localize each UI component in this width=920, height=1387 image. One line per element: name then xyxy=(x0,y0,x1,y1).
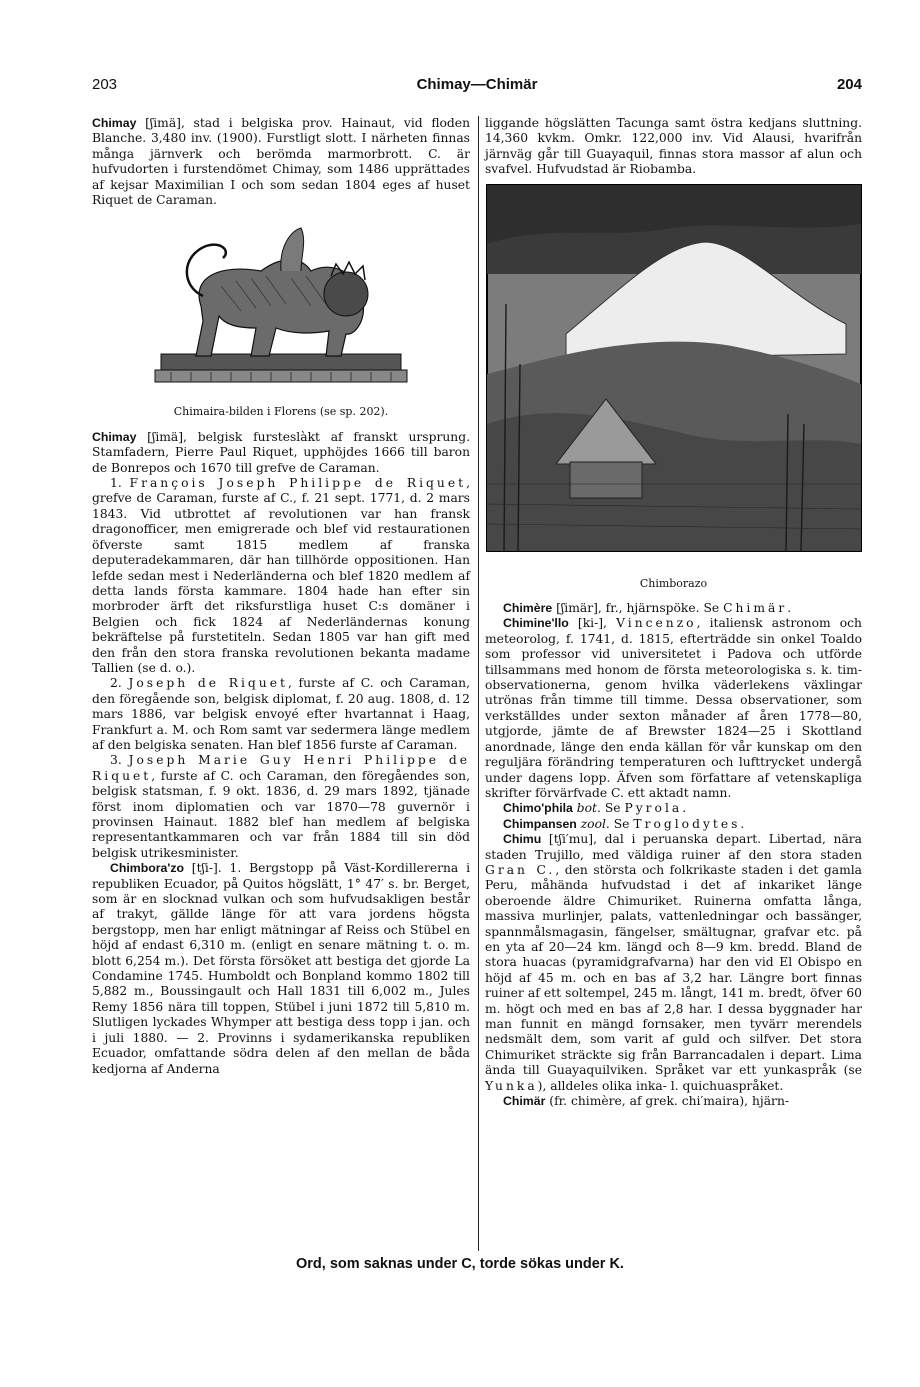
headword: Chimu xyxy=(503,832,542,847)
person-name: François Joseph Philippe de Riquet xyxy=(129,476,467,491)
item-number: 2. xyxy=(110,676,129,691)
headword: Chimère xyxy=(503,601,553,616)
subentry-1 xyxy=(92,476,470,676)
entry-body: , furste af C. och Caraman, den föregåendes son, belgisk statsman, f. 9 okt. 1836, d. 29 mars 1892, tjänade först inom diplomatien och var 1870—78 guvernör i provinsen Hainaut. 1882 blef han medlem af belgiska representantkammaren och var från 1884 till sin död belgisk utrikesminister. xyxy=(92,768,470,860)
entry-body: , furste af C. och Caraman, den föregående son, belgisk diplomat, f. 20 aug. 1808, d. 12 mars 1886, var belgisk envoyé efter hvartannat i Haag, Frankfurt a. M. och Rom samt var sedermera länge medlem af den belgiska senaten. Han blef 1856 furste af Caraman. xyxy=(92,676,470,752)
entry-chimay-town xyxy=(92,116,470,208)
entry-chimar xyxy=(485,1094,862,1109)
person-name: Vincenzo xyxy=(616,616,697,631)
column-divider xyxy=(478,116,479,1251)
entry-chimu xyxy=(485,832,862,1094)
subentry-2 xyxy=(92,676,470,753)
entry-chimpansen xyxy=(485,817,862,832)
page-footer-note: Ord, som saknas under C, torde sökas under K. xyxy=(296,1256,624,1272)
entry-body: [tʃi′mu], dal i peruanska depart. Libertad, nära staden Trujillo, med väldiga ruiner af den stora staden xyxy=(485,832,862,862)
headword: Chimay xyxy=(92,429,137,444)
abbreviation: zool. xyxy=(576,816,610,831)
item-number: 3. xyxy=(110,753,129,768)
entry-body: [ʃimä], belgisk fursteslàkt af franskt ursprung. Stamfadern, Pierre Paul Riquet, upphöjdes 1666 till baron de Bonrepos och 1670 till grefve de Caraman. xyxy=(92,429,470,475)
entry-body: . xyxy=(787,601,792,616)
headword: Chimär xyxy=(503,1094,546,1109)
chimaira-figure xyxy=(151,216,411,396)
entry-body: Se xyxy=(600,801,625,816)
person-name: Joseph Marie Guy Henri Philippe de Riquet xyxy=(92,753,470,783)
continuation-text: liggande högslätten Tacunga samt östra kedjans sluttning. 14,360 kvkm. Omkr. 122,000 inv. Vid Alausi, hvarifrån järnväg går till Guayaquil, finnas stora massor af alun och svafvel. Hufvudstad är Riobamba. xyxy=(485,116,862,177)
page-number-left: 203 xyxy=(92,76,118,93)
page-header xyxy=(92,76,862,98)
item-number: 1. xyxy=(110,476,130,491)
cross-reference[interactable]: Pyrola xyxy=(624,801,683,816)
chimaira-statue-illustration xyxy=(151,216,411,396)
entry-body: ), alldeles olika inka- l. quichuaspråket. xyxy=(537,1078,784,1093)
entry-body: Se xyxy=(609,816,634,831)
person-name: Joseph de Riquet xyxy=(128,676,288,691)
entry-body: , den största och folkrikaste staden i det gamla Peru, måhända hufvudstad i det af inkariket länge oberoende äldre Chimuriket. Ruinerna omfatta långa, massiva murlinjer, palats, vattenledningar och bassänger, spannmålsmagasin, fängelser, smältugnar, grafvar etc. på en yta af 20—24 km. längd och 8—9 km. bredd. Bland de stora huacas (pyramidgrafvarna) har den vid El Obispo en höjd af 45 m. och en bas af 3,2 har. Längre bort finnas ruiner af ett soltempel, 245 m. långt, 141 m. bredt, öfver 60 m. högt och med en bas af 2,8 har. I dessa byggnader har man funnit en mängd fornsaker, men tyvärr merendels nedsmält dem, som varit af guld och silfver. Det stora Chimuriket sträckte sig från Barrancadalen i depart. Lima ända till Guayaquilviken. Språket var ett yunkaspråk (se xyxy=(485,862,862,1078)
right-column xyxy=(485,116,862,1109)
page-number-right: 204 xyxy=(836,76,862,93)
figure-caption: Chimborazo xyxy=(639,576,708,590)
cross-reference[interactable]: Troglodytes xyxy=(633,816,741,831)
entry-body: . xyxy=(682,801,687,816)
entry-body: , italiensk astronom och meteorolog, f. 1741, d. 1815, efterträdde sin onkel Toaldo som professor vid universitetet i Padova och utförde tillsammans med honom de första meteorologiska s. k. tim-observationerna, genom hvilka väderlekens växlingar utrönas från timme till timme. Dessa observationer, som verkställdes under sexton månader af åren 1778—80, utgjorde, jämte de af Brewster 1824—25 i Skottland anordnade, länge den enda källan för vår kunskap om den reguljära förändring temperaturen och lufttrycket undergå under dagens lopp. Äfven som författare af vetenskapliga skrifter förvärfvade C. ett aktadt namn. xyxy=(485,616,862,800)
entry-chimay-family xyxy=(92,430,470,476)
cross-reference[interactable]: Chimär xyxy=(723,601,788,616)
headword: Chimine'llo xyxy=(503,616,569,631)
cross-reference[interactable]: Gran C. xyxy=(485,862,556,877)
entry-body: [ki-], xyxy=(568,616,617,631)
chimborazo-figure xyxy=(486,184,862,552)
headword: Chimpansen xyxy=(503,816,577,831)
headword: Chimbora'zo xyxy=(110,861,184,876)
entry-body: [ʃimä], stad i belgiska prov. Hainaut, vid floden Blanche. 3,480 inv. (1900). Furstligt slott. I närheten finnas många järnverk och berömda marmorbrott. C. är hufvudorten i furstendömet Chimay, som 1486 upprättades af kejsar Maximilian I och som sedan 1804 eges af huset Riquet de Caraman. xyxy=(92,116,470,208)
headword: Chimo'phila xyxy=(503,801,573,816)
subentry-3 xyxy=(92,753,470,861)
left-column xyxy=(92,116,470,1077)
cross-reference[interactable]: Yunka xyxy=(485,1078,538,1093)
entry-chimborazo xyxy=(92,861,470,1077)
entry-body: (fr. chimère, af grek. chi′maira), hjärn- xyxy=(545,1094,790,1109)
entry-chimere xyxy=(485,601,862,616)
entry-body: [ʃimär], fr., hjärnspöke. Se xyxy=(552,601,724,616)
running-title: Chimay—Chimär xyxy=(416,76,538,93)
entry-body: , grefve de Caraman, furste af C., f. 21 sept. 1771, d. 2 mars 1843. Vid utbrottet af revolutionen var han fransk dragonofficer, men emigrerade och blef vid restaurationen öfverste samt 1815 medlem af franska deputeradekammaren, där han tillhörde oppositionen. Han lefde sedan mest i Nederländerna och blef 1820 medlem af detta lands första kammare. 1804 hade han efter sin morbroder ärft det riksfurstliga huset C:s domäner i Belgien och fick 1824 af Nederländernas konung bekräftelse på furstetiteln. Sedan 1805 var han gift med den från den stora franska revolutionen bekanta madame Tallien (se d. o.). xyxy=(92,476,470,675)
entry-chimophila xyxy=(485,801,862,816)
chimborazo-landscape-illustration xyxy=(486,184,862,552)
entry-chimenello xyxy=(485,616,862,801)
entry-body: [tʃi-]. 1. Bergstopp på Väst-Kordillererna i republiken Ecuador, på Quitos högslätt, 1° 47′ s. br. Berget, som är en slocknad vulkan och som hufvudsakligen består af trakyt, gällde länge för att vara jordens högsta bergstopp, men har enligt mätningar af Reiss och Stübel en höjd af endast 6,310 m. (enligt en senare mätning t. o. m. blott 6,254 m.). Det första försöket att bestiga det gjorde La Condamine 1745. Humboldt och Bonpland kommo 1802 till 5,882 m., Boussingault och Hall 1831 till 6,002 m., Jules Remy 1856 nära till toppen, Stübel i juni 1872 till 5,810 m. Slutligen lyckades Whymper att bestiga dess topp i jan. och i juli 1880. — 2. Provinns i sydamerikanska republiken Ecuador, omfattande södra delen af den mellan de båda kedjorna af Anderna xyxy=(92,861,470,1076)
figure-caption: Chimaira-bilden i Florens (se sp. 202). xyxy=(173,405,389,419)
abbreviation: bot. xyxy=(572,801,601,816)
entry-body: . xyxy=(740,816,745,831)
headword: Chimay xyxy=(92,116,137,130)
